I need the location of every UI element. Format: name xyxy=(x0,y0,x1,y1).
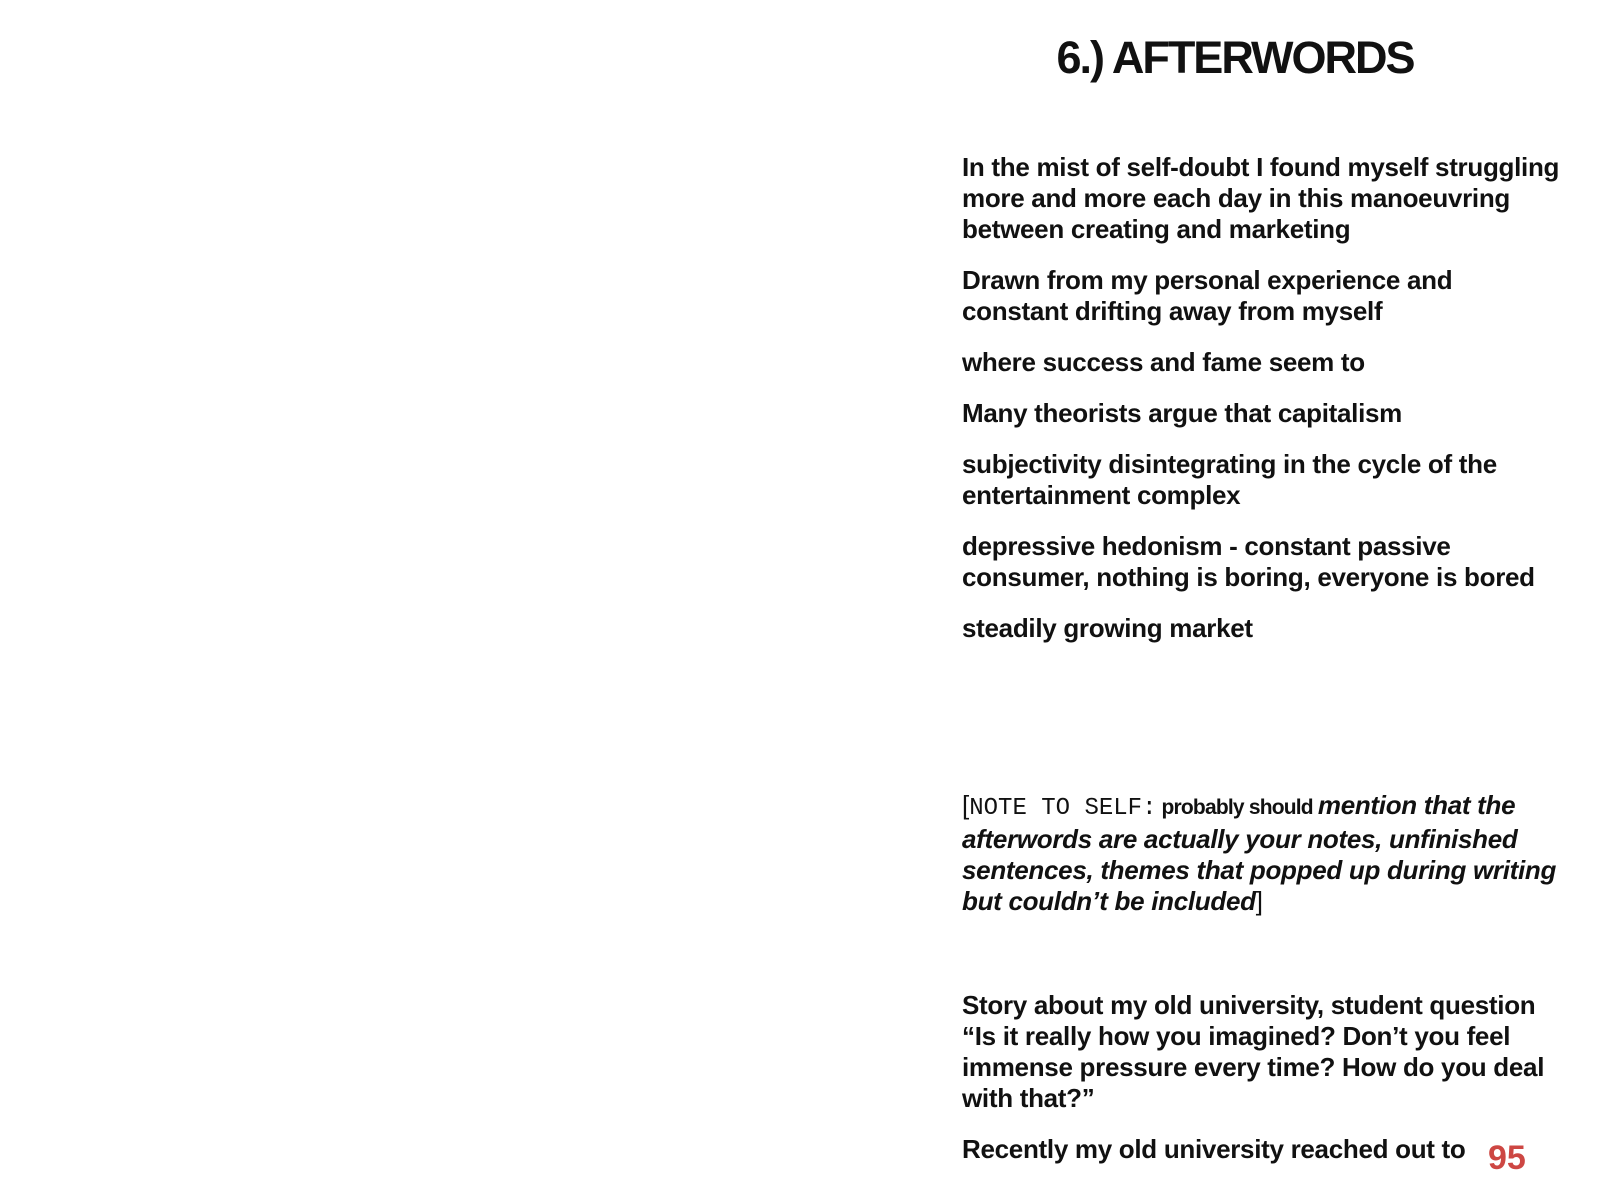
paragraph-university-story: Story about my old university, student question “Is it really how you imagined? Don’t you feel immense pressure every time? How do you deal with that?” xyxy=(962,990,1545,1113)
chapter-title: 6.) AFTERWORDS xyxy=(1056,32,1414,83)
paragraph-subjectivity: subjectivity disintegrating in the cycle of the entertainment complex xyxy=(962,449,1497,510)
paragraph-theorists: Many theorists argue that capitalism xyxy=(962,398,1402,428)
paragraph-self-doubt: In the mist of self-doubt I found myself struggling more and more each day in this manoeuvring between creating and marketing xyxy=(962,152,1560,244)
note-open-bracket: [ xyxy=(962,790,970,820)
right-page xyxy=(800,0,1600,1198)
body-text-column xyxy=(962,152,1562,664)
note-close-bracket: ] xyxy=(1255,886,1263,916)
paragraph-university-reached-out: Recently my old university reached out to xyxy=(962,1134,1466,1164)
paragraph-success-fame: where success and fame seem to xyxy=(962,347,1365,377)
paragraph-growing-market: steadily growing market xyxy=(962,613,1253,643)
note-lead-text: probably should xyxy=(1156,796,1318,819)
paragraph-personal-experience: Drawn from my personal experience and constant drifting away from myself xyxy=(962,265,1453,326)
note-tag: NOTE TO SELF: xyxy=(969,795,1157,822)
page-number: 95 xyxy=(1488,1139,1526,1177)
note-to-self xyxy=(962,790,1572,917)
note-italic-text: mention that the afterwords are actually your notes, unfinished sentences, themes that popped up during writing but couldn’t be included xyxy=(962,790,1557,916)
paragraph-depressive-hedonism: depressive hedonism - constant passive consumer, nothing is boring, everyone is bored xyxy=(962,531,1535,592)
lower-text-column xyxy=(962,990,1562,1185)
